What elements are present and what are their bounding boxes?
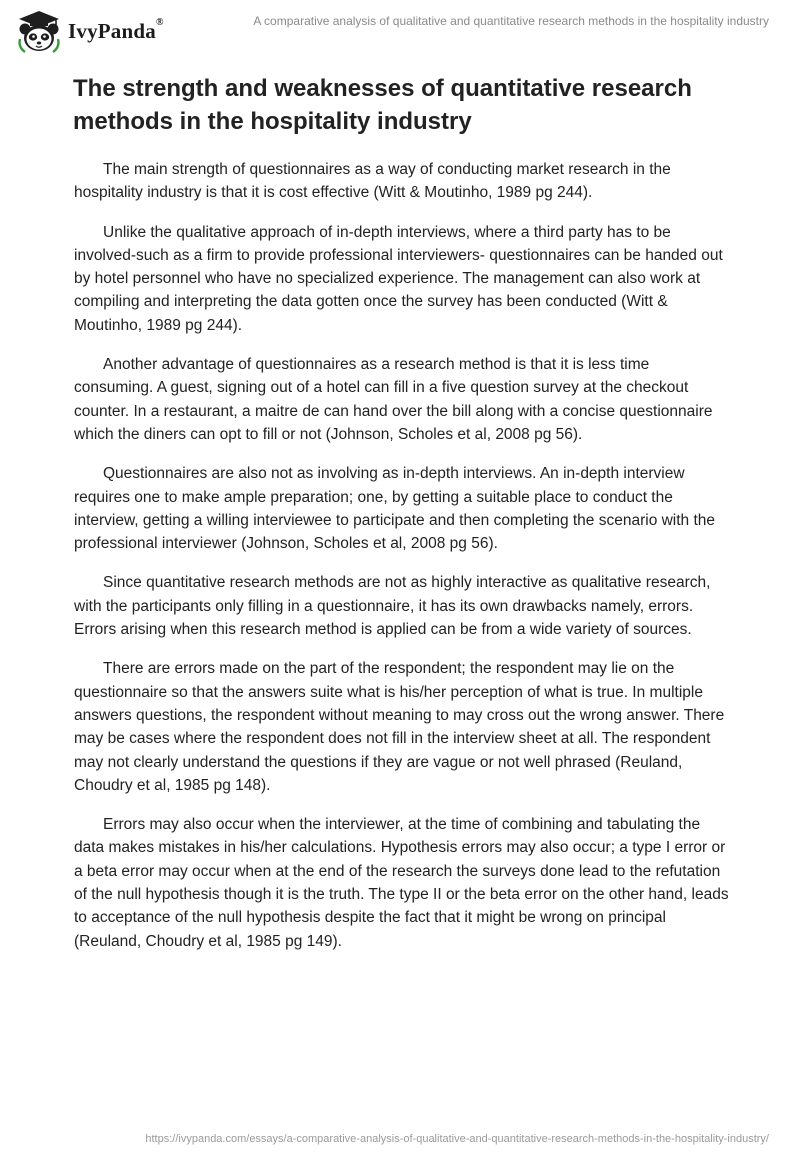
paragraph: Unlike the qualitative approach of in-depth interviews, where a third party has to be involved-such as a firm to provide professional interviewers- questionnaires can be handed out by hotel personnel who have no specialized experience. The management can also work at compiling and interpreting the data gotten once the survey has been conducted (Witt & Moutinho, 1989 pg 244). — [74, 223, 723, 334]
article-body — [74, 158, 730, 969]
paragraph: There are errors made on the part of the respondent; the respondent may lie on the questionnaire so that the answers suite what is his/her perception of what is true. In multiple answers questions, the respondent without meaning to may cross out the wrong answer. There may be cases where the respondent does not fill in the interview sheet at all. The respondent may not clearly understand the questions if they are vague or not well phrased (Reuland, Choudry et al, 1985 pg 148). — [74, 660, 725, 794]
running-title: A comparative analysis of qualitative and quantitative research methods in the hospitality industry — [253, 14, 769, 28]
paragraph: Since quantitative research methods are not as highly interactive as qualitative research, with the participants only filling in a questionnaire, it has its own drawbacks namely, errors. Errors arising when this research method is applied can be from a wide variety of sources. — [74, 574, 711, 639]
page-header — [0, 0, 800, 62]
source-url[interactable]: https://ivypanda.com/essays/a-comparative-analysis-of-qualitative-and-quantitative-research-methods-in-the-hospitality-industry/ — [145, 1133, 769, 1145]
logo[interactable] — [16, 9, 164, 53]
paragraph: Errors may also occur when the interviewer, at the time of combining and tabulating the data makes mistakes in his/her calculations. Hypothesis errors may also occur; a type I error or a beta error may occur when at the end of the research the surveys done lead to the refutation of the null hypothesis though it is the truth. The type II or the beta error on the other hand, leads to acceptance of the null hypothesis despite the fact that it might be wrong on principal (Reuland, Choudry et al, 1985 pg 149). — [74, 816, 729, 950]
paragraph: Another advantage of questionnaires as a research method is that it is less time consuming. A guest, signing out of a hotel can fill in a five question survey at the checkout counter. In a restaurant, a maitre de can hand over the bill along with a concise questionnaire which the diners can opt to fill or not (Johnson, Scholes et al, 2008 pg 56). — [74, 356, 713, 443]
panda-logo-icon — [16, 9, 62, 53]
page-title: The strength and weaknesses of quantitative research methods in the hospitality industry — [73, 75, 692, 135]
logo-wordmark: IvyPanda® — [68, 16, 164, 43]
paragraph: The main strength of questionnaires as a way of conducting market research in the hospitality industry is that it is cost effective (Witt & Moutinho, 1989 pg 244). — [74, 161, 671, 202]
paragraph: Questionnaires are also not as involving as in-depth interviews. An in-depth interview requires one to make ample preparation; one, by getting a suitable place to conduct the interview, getting a willing interviewee to participate and then completing the scenario with the professional interviewer (Johnson, Scholes et al, 2008 pg 56). — [74, 465, 716, 553]
